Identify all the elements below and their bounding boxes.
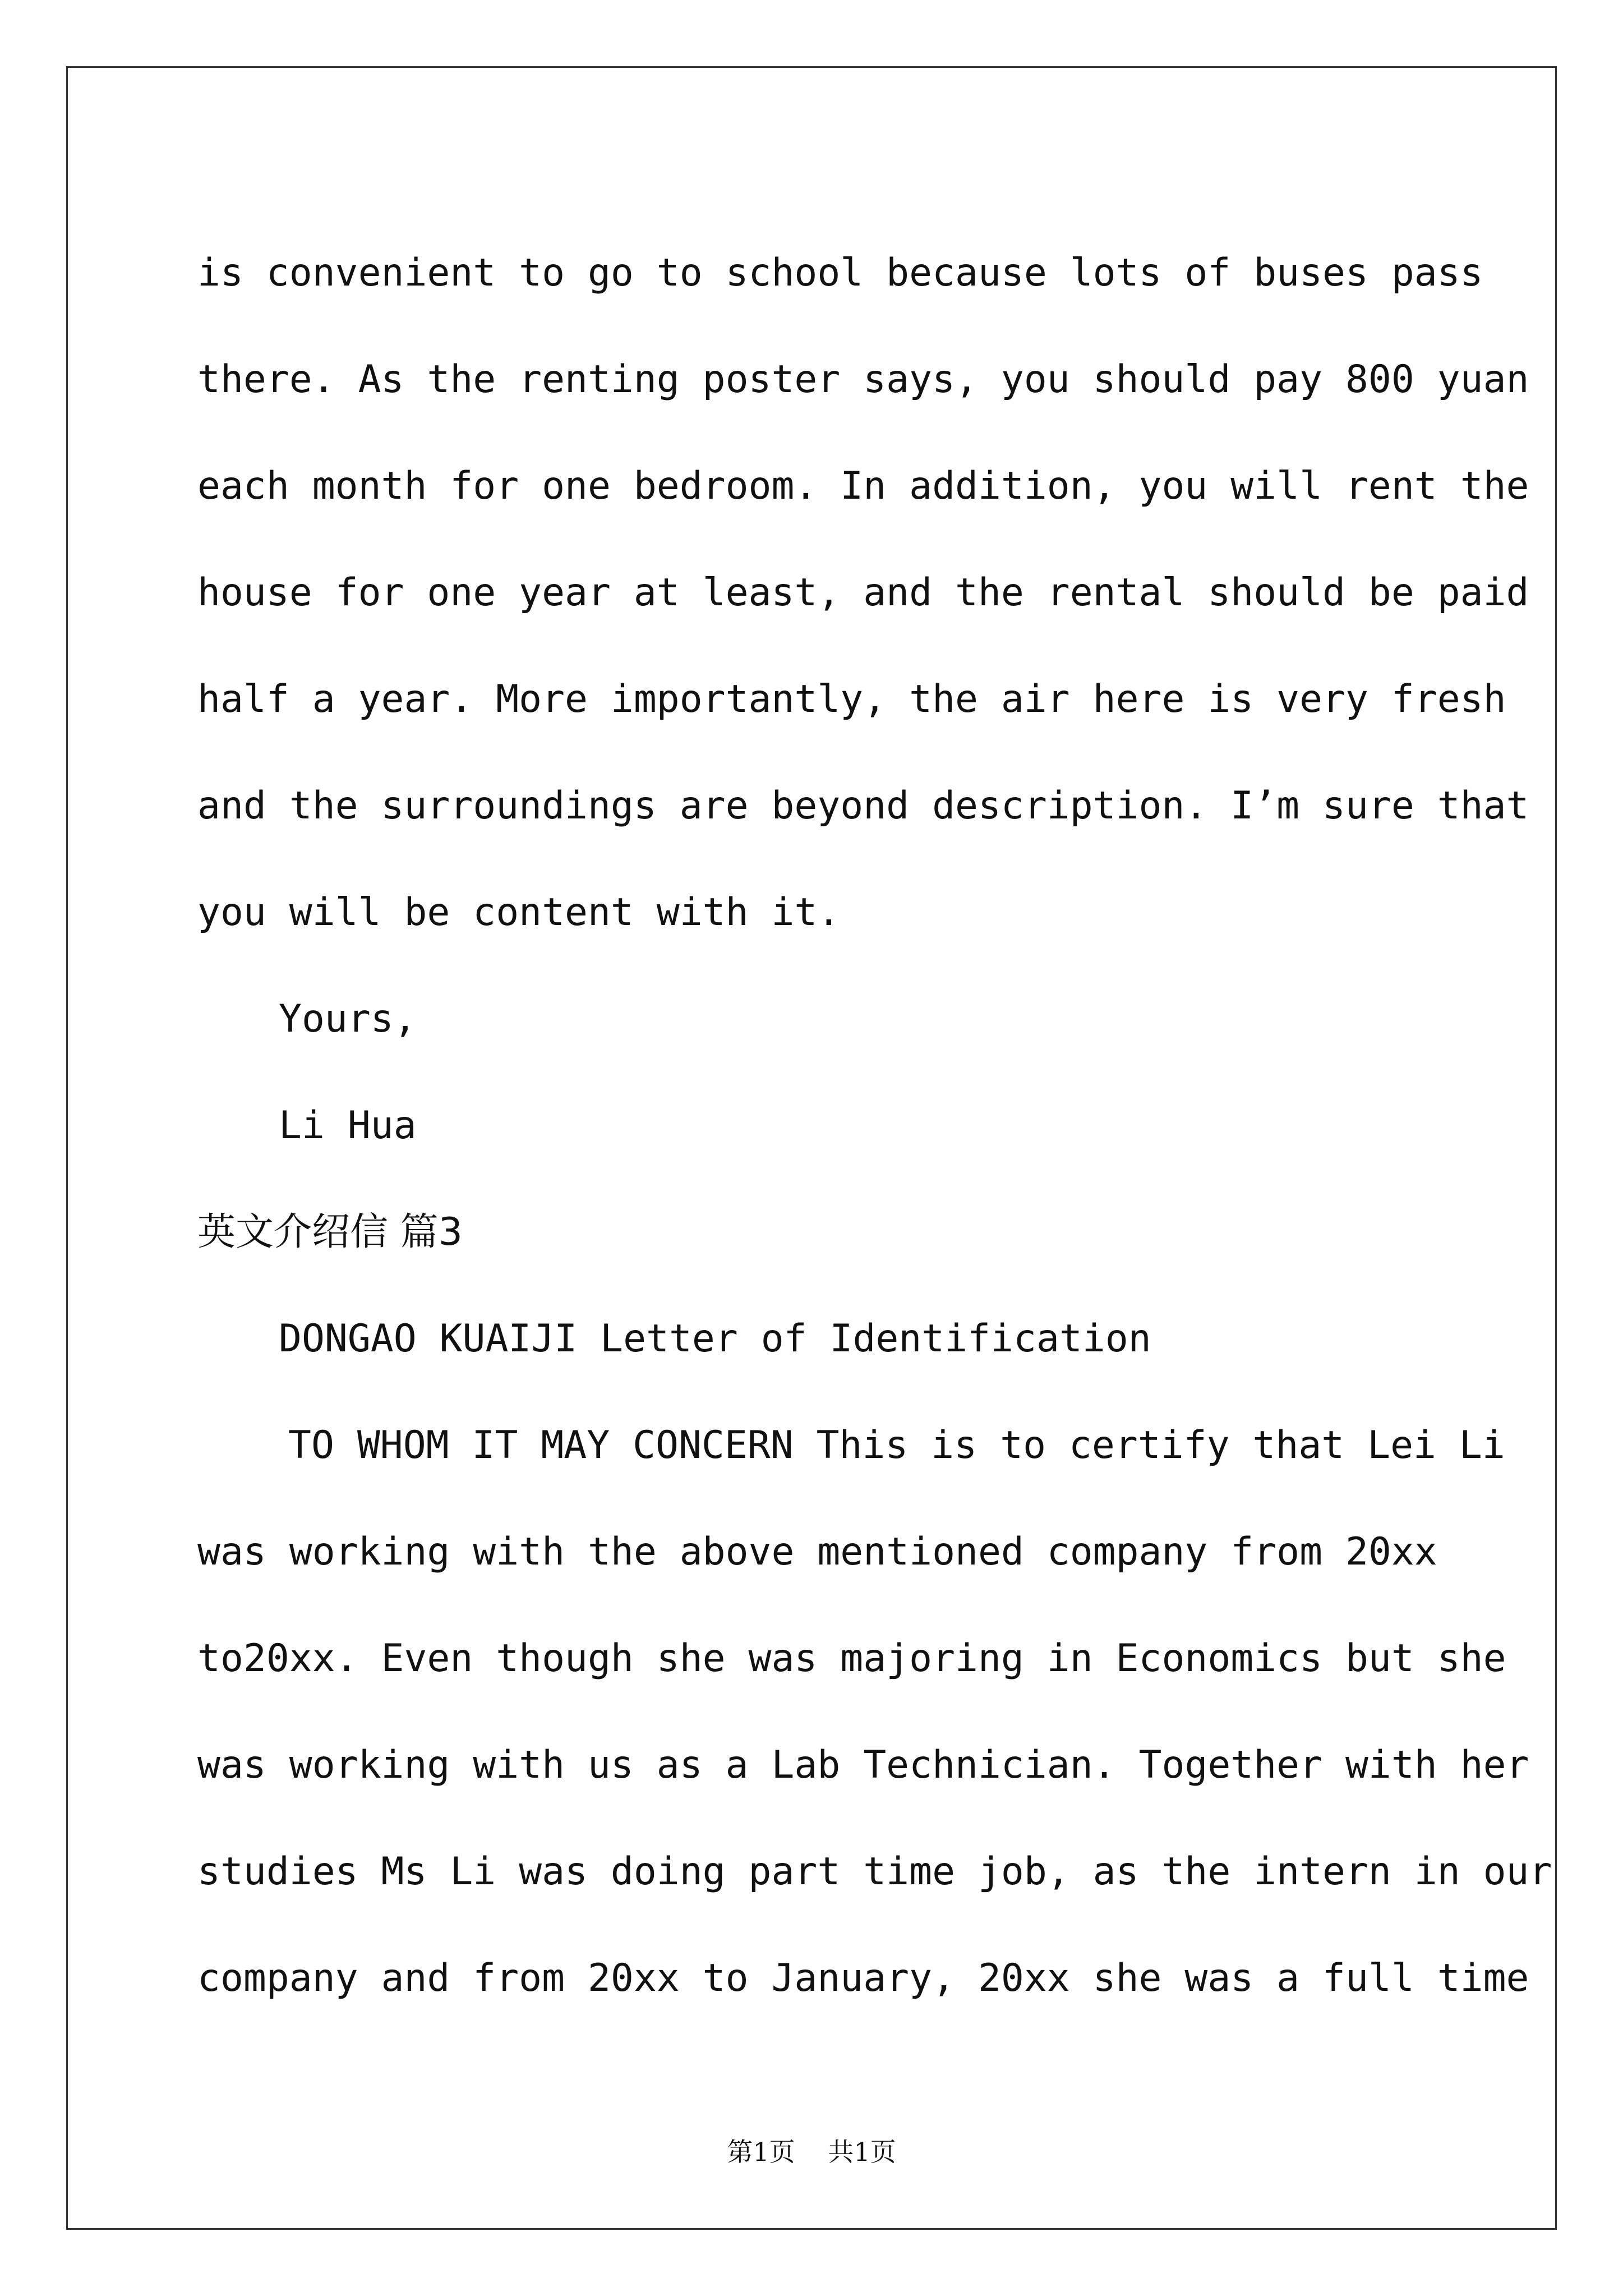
paragraph-line: there. As the renting poster says, you should pay 800 yuan	[197, 357, 1529, 402]
paragraph-line: studies Ms Li was doing part time job, as the intern in our	[197, 1849, 1552, 1894]
section-heading: 英文介绍信 篇3	[197, 1210, 463, 1254]
page-footer	[0, 2132, 1623, 2169]
paragraph-line: to20xx. Even though she was majoring in Economics but she	[197, 1636, 1506, 1681]
paragraph-line: each month for one bedroom. In addition, you will rent the	[197, 464, 1529, 508]
letter-title: DONGAO KUAIJI Letter of Identification	[279, 1317, 1151, 1361]
paragraph-line: house for one year at least, and the rental should be paid	[197, 570, 1529, 615]
paragraph-line: half a year. More importantly, the air here is very fresh	[197, 677, 1506, 721]
page-number: 第1页	[727, 2137, 795, 2167]
page-total: 共1页	[828, 2137, 896, 2167]
signature-name: Li Hua	[279, 1103, 417, 1148]
paragraph-line: was working with the above mentioned company from 20xx	[197, 1530, 1437, 1574]
paragraph-line: company and from 20xx to January, 20xx she was a full time	[197, 1956, 1529, 2000]
document-body	[197, 220, 1552, 2032]
paragraph-line: TO WHOM IT MAY CONCERN This is to certify that Lei Li	[288, 1423, 1505, 1467]
paragraph-line: was working with us as a Lab Technician. Together with her	[197, 1743, 1529, 1787]
closing-salutation: Yours,	[279, 997, 417, 1041]
paragraph-line: you will be content with it.	[197, 890, 841, 935]
paragraph-line: is convenient to go to school because lots of buses pass	[197, 251, 1483, 295]
paragraph-line: and the surroundings are beyond description. I’m sure that	[197, 784, 1529, 828]
